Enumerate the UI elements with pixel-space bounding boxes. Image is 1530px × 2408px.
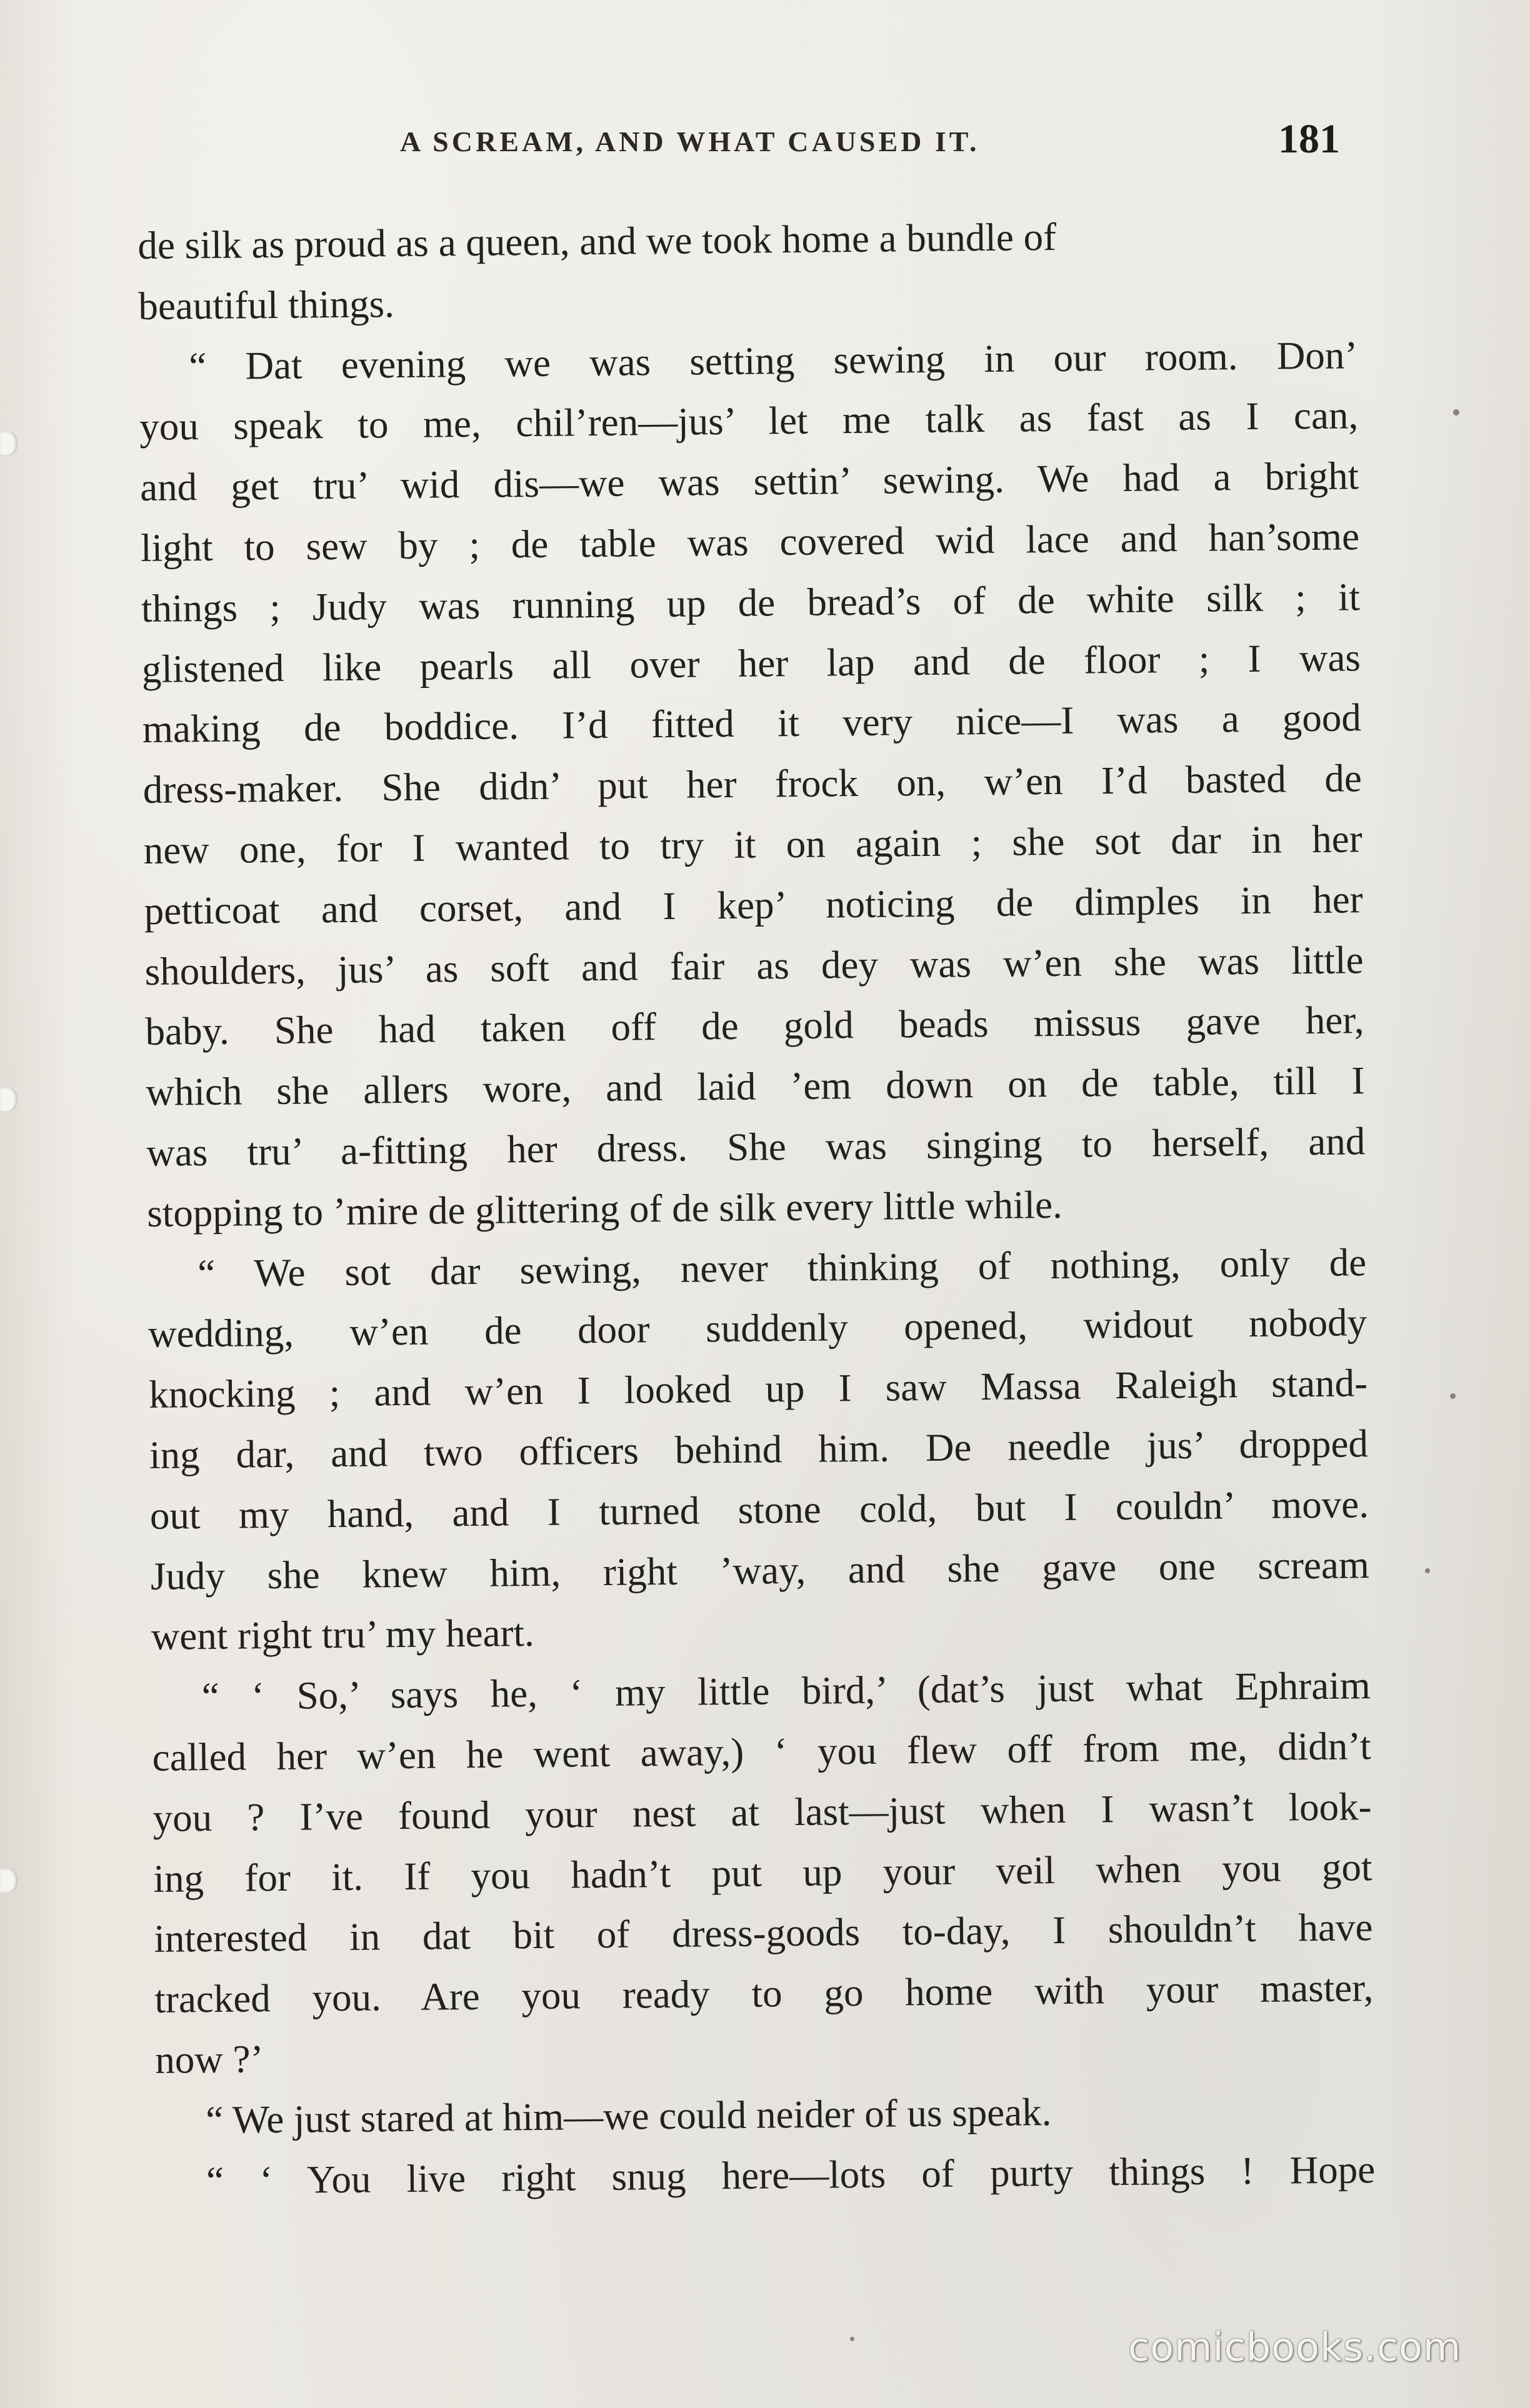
text-line: baby. She had taken off de gold beads missus gave her, <box>145 998 1364 1054</box>
text-line: de silk as proud as a queen, and we took home a bundle of <box>138 214 1057 267</box>
text-line: “ ‘ So,’ says he, ‘ my little bird,’ (dat’s just what Ephraim <box>201 1663 1371 1719</box>
text-line: stopping to ’mire de glittering of de silk every little while. <box>146 1182 1063 1235</box>
ink-spot <box>1450 1393 1456 1399</box>
watermark: comicbooks.com <box>1128 2324 1462 2370</box>
text-line: now ?’ <box>154 2037 264 2082</box>
text-line: tracked you. Are you ready to go home with your master, <box>154 1966 1374 2021</box>
text-line: out my hand, and I turned stone cold, but I couldn’ move. <box>149 1481 1369 1538</box>
text-line: new one, for I wanted to try it on again ; she sot dar in her <box>143 817 1362 872</box>
text-line: interested in dat bit of dress-goods to-day, I shouldn’t have <box>154 1905 1373 1961</box>
text-line: you ? I’ve found your nest at last—just when I wasn’t look- <box>152 1784 1372 1840</box>
text-line: “ Dat evening we was setting sewing in our room. Don’ <box>188 332 1358 388</box>
text-line: ing for it. If you hadn’t put up your veil when you got <box>153 1844 1372 1901</box>
ink-spot <box>850 2337 854 2341</box>
ink-spot <box>1453 409 1459 415</box>
page-number: 181 <box>1278 116 1340 162</box>
page-header <box>0 116 1530 191</box>
running-head: A SCREAM, AND WHAT CAUSED IT. <box>400 126 980 157</box>
text-line: shoulders, jus’ as soft and fair as dey was w’en she was little <box>144 937 1364 993</box>
text-line: was tru’ a-fitting her dress. She was singing to herself, and <box>146 1119 1366 1175</box>
text-line: “ ‘ You live right snug here—lots of purty things ! Hope <box>206 2147 1376 2202</box>
text-line: glistened like pearls all over her lap and de floor ; I was <box>141 635 1361 691</box>
text-line: wedding, w’en de door suddenly opened, widout nobody <box>148 1300 1368 1356</box>
text-line: went right tru’ my heart. <box>151 1611 535 1659</box>
text-line: things ; Judy was running up de bread’s of de white silk ; it <box>141 575 1361 630</box>
text-line: Judy she knew him, right ’way, and she gave one scream <box>150 1542 1370 1598</box>
text-line: which she allers wore, and laid ’em down on de table, till I <box>146 1058 1365 1115</box>
text-line: beautiful things. <box>138 281 395 328</box>
text-line: light to sew by ; de table was covered wid lace and han’some <box>140 514 1360 570</box>
text-line: you speak to me, chil’ren—jus’ let me talk as fast as I can, <box>139 393 1359 449</box>
text-line: “ We just stared at him—we could neider of us speak. <box>205 2089 1052 2142</box>
body-text <box>138 204 1376 2211</box>
text-line: making de boddice. I’d fitted it very nice—I was a good <box>142 695 1362 752</box>
ink-spot <box>1425 1568 1430 1573</box>
binding-hole <box>0 1087 18 1112</box>
text-line: knocking ; and w’en I looked up I saw Massa Raleigh stand- <box>148 1361 1368 1417</box>
binding-hole <box>0 1868 18 1893</box>
text-line: and get tru’ wid dis—we was settin’ sewing. We had a bright <box>139 454 1359 510</box>
text-line: petticoat and corset, and I kep’ noticing de dimples in her <box>144 877 1363 933</box>
text-line: “ We sot dar sewing, never thinking of nothing, only de <box>197 1240 1367 1295</box>
text-line: called her w’en he went away,) ‘ you flew off from me, didn’t <box>152 1724 1371 1779</box>
text-line: dress-maker. She didn’ put her frock on, w’en I’d basted de <box>142 756 1362 812</box>
text-line: ing dar, and two officers behind him. De needle jus’ dropped <box>149 1421 1369 1477</box>
binding-hole <box>0 431 18 456</box>
